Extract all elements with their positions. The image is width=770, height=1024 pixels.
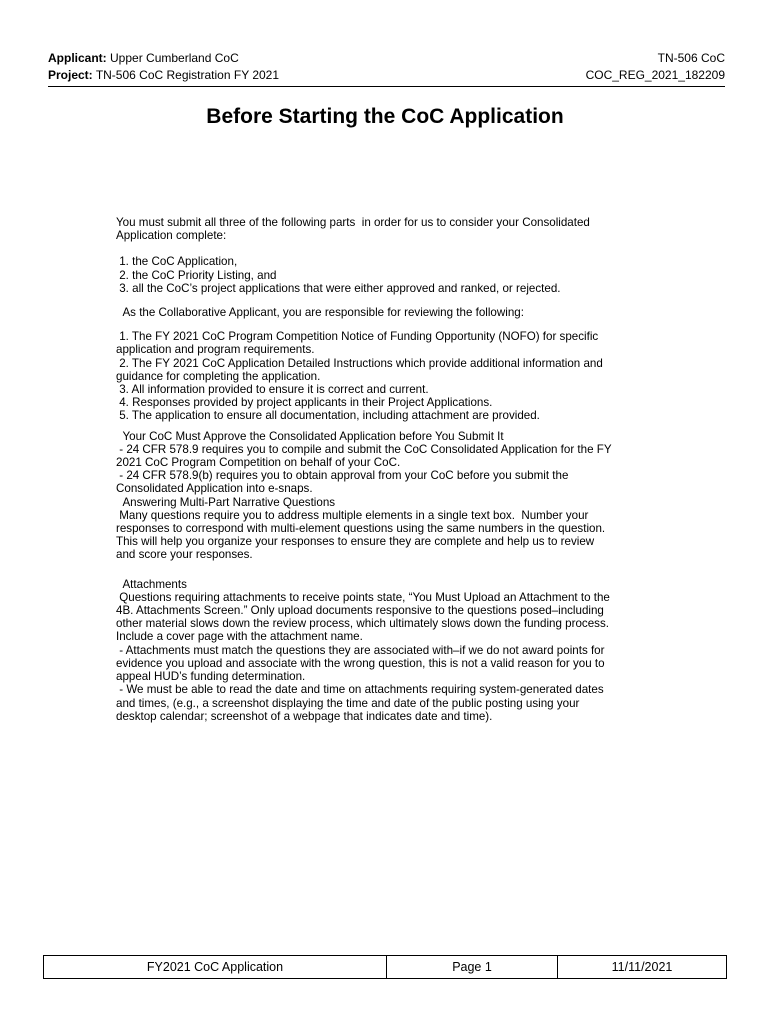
list-item: 1. the CoC Application, (116, 255, 238, 269)
applicant-label: Applicant: (48, 51, 107, 65)
text-line: Application complete: (116, 229, 227, 243)
footer-page-number: Page 1 (386, 956, 557, 978)
project-value: TN-506 CoC Registration FY 2021 (95, 68, 280, 82)
section-heading: Your CoC Must Approve the Consolidated Application before You Submit It (116, 429, 504, 443)
coc-code: TN-506 CoC (657, 51, 725, 65)
attachments-section (116, 578, 661, 723)
project-label: Project: (48, 68, 93, 82)
text-line: This will help you organize your responses to ensure they are complete and help us to review (116, 535, 595, 549)
footer-application-name: FY2021 CoC Application (146, 960, 284, 974)
text-line: responses to correspond with multi-element questions using the same numbers in the question. (116, 522, 606, 536)
review-list (116, 330, 661, 422)
registration-id: COC_REG_2021_182209 (585, 68, 725, 82)
header-left (48, 50, 279, 84)
list-item: 1. The FY 2021 CoC Program Competition Notice of Funding Opportunity (NOFO) for specific (116, 330, 599, 344)
text-line: and score your responses. (116, 548, 253, 562)
text-line: evidence you upload and associate with the wrong question, this is not a valid reason for you to (116, 656, 605, 670)
text-line: Consolidated Application into e-snaps. (116, 482, 313, 496)
list-item: 2. The FY 2021 CoC Application Detailed Instructions which provide additional information and (116, 356, 603, 370)
text-line: Many questions require you to address multiple elements in a single text box. Number your (116, 508, 589, 522)
document-body (116, 216, 661, 723)
text-line: - 24 CFR 578.9 requires you to compile and submit the CoC Consolidated Application for the FY (116, 442, 612, 456)
list-item: 4. Responses provided by project applicants in their Project Applications. (116, 396, 493, 410)
section-heading: Answering Multi-Part Narrative Questions (116, 495, 336, 509)
responsibility-intro: As the Collaborative Applicant, you are responsible for reviewing the following: (116, 306, 524, 320)
page-header (48, 50, 725, 87)
approval-section (116, 430, 661, 562)
applicant-line (48, 50, 279, 67)
list-item: 3. all the CoC’s project applications that were either approved and ranked, or rejected. (116, 281, 561, 295)
text-line: You must submit all three of the following parts in order for us to consider your Consolidated (116, 216, 590, 229)
text-line: - We must be able to read the date and time on attachments requiring system-generated dates (116, 683, 604, 697)
intro-paragraph (116, 216, 661, 242)
text-line: - 24 CFR 578.9(b) requires you to obtain approval from your CoC before you submit the (116, 469, 569, 483)
text-line: other material slows down the review process, which ultimately slows down the funding process. (116, 617, 609, 631)
list-item: 5. The application to ensure all documentation, including attachment are provided. (116, 409, 540, 423)
page-title: Before Starting the CoC Application (206, 105, 564, 128)
section-heading: Attachments (116, 577, 187, 591)
list-item: application and program requirements. (116, 343, 315, 357)
header-right (586, 50, 725, 84)
text-line: and times, (e.g., a screenshot displaying the time and date of the public posting using your (116, 696, 580, 710)
list-item: guidance for completing the application. (116, 369, 321, 383)
list-item: 3. All information provided to ensure it is correct and current. (116, 383, 429, 397)
footer-date: 11/11/2021 (557, 956, 726, 978)
parts-list (116, 255, 661, 295)
text-line: 4B. Attachments Screen.” Only upload documents responsive to the questions posed–including (116, 604, 604, 618)
text-line: Questions requiring attachments to receive points state, “You Must Upload an Attachment to the (116, 590, 610, 604)
applicant-value: Upper Cumberland CoC (110, 51, 239, 65)
text-line: desktop calendar; screenshot of a webpage that indicates date and time). (116, 709, 493, 723)
text-line: Include a cover page with the attachment name. (116, 630, 363, 644)
text-line: appeal HUD’s funding determination. (116, 670, 306, 684)
project-line (48, 67, 279, 84)
list-item: 2. the CoC Priority Listing, and (116, 268, 277, 282)
page-footer (43, 955, 727, 979)
text-line: - Attachments must match the questions they are associated with–if we do not award points for (116, 643, 605, 657)
text-line: 2021 CoC Program Competition on behalf of your CoC. (116, 456, 401, 470)
